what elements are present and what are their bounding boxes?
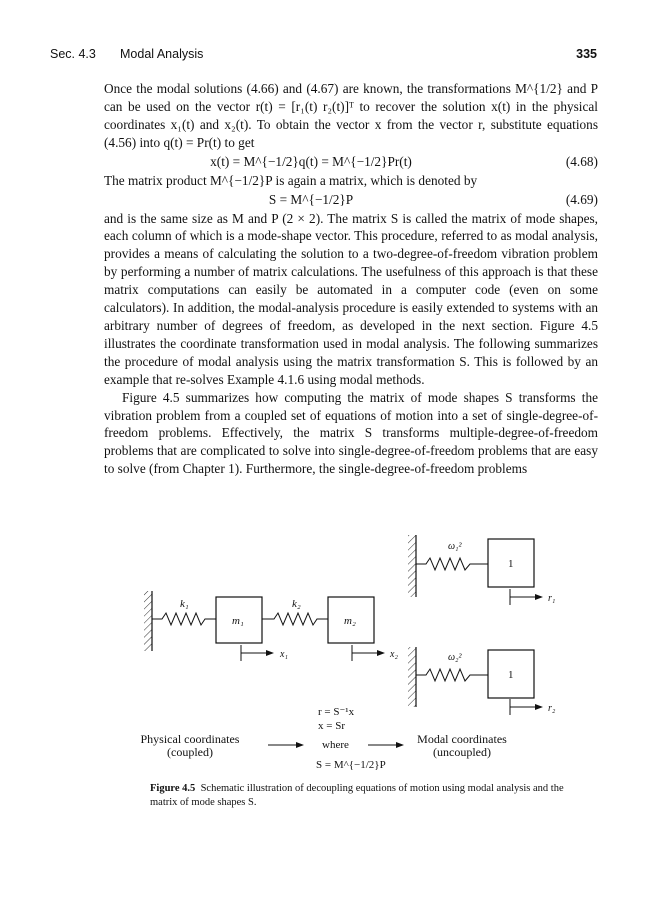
caption-text: Schematic illustration of decoupling equations of motion using modal analysis and the matrix of mode shapes S. xyxy=(150,783,564,808)
eq-s: S = M^{−1/2}P xyxy=(316,759,386,771)
modal-coords-sublabel: (uncoupled) xyxy=(433,745,491,759)
equation-number: (4.69) xyxy=(565,191,598,207)
page-number: 335 xyxy=(576,47,597,61)
label-omega1: ω₁² xyxy=(448,541,462,552)
paragraph-4: Figure 4.5 summarizes how computing the matrix of mode shapes S transforms the vibration problem from a coupled set of equations of motion into a set of single-degree-of-freedom problems. Effectively, the matrix S transforms multiple-degree-of-freedom problems that are complicated to solve into single-degree-of-freedom problems that are easy to solve (from Chapter 1). Furthermore, the single-degree-of-freedom problems xyxy=(104,389,598,477)
label-r2: r₂ xyxy=(548,703,556,714)
transformation xyxy=(141,706,508,771)
paragraph-2: The matrix product M^{−1/2}P is again a matrix, which is denoted by xyxy=(104,172,478,188)
arrow-left-head xyxy=(296,742,304,748)
equation-4-68 xyxy=(104,152,598,172)
eq-r: r = S⁻¹x xyxy=(318,706,355,718)
equation-4-69 xyxy=(104,190,598,210)
label-x2: x₂ xyxy=(390,649,398,660)
figure-caption xyxy=(150,782,570,810)
eq-x: x = Sr xyxy=(318,720,345,732)
physical-coords-label: Physical coordinates xyxy=(140,732,240,746)
label-omega2: ω₂² xyxy=(448,652,462,663)
label-k1: k₁ xyxy=(180,598,189,610)
wall-hatch xyxy=(144,591,152,651)
x1-arrowhead xyxy=(266,650,274,656)
modal-system-1 xyxy=(408,535,555,605)
wall-hatch xyxy=(408,535,416,597)
spring-omega2 xyxy=(416,669,488,681)
equation-expression: x(t) = M^{−1/2}q(t) = M^{−1/2}Pr(t) xyxy=(210,153,412,169)
arrow-right-head xyxy=(396,742,404,748)
physical-coords-sublabel: (coupled) xyxy=(167,745,213,759)
label-m1: m₁ xyxy=(232,615,244,627)
physical-system xyxy=(144,591,398,661)
section-number: Sec. 4.3 xyxy=(50,47,96,61)
equation-number: (4.68) xyxy=(565,153,598,169)
figure-drawing xyxy=(140,535,610,775)
unit-mass-2-label: 1 xyxy=(508,669,514,681)
modal-coords-label: Modal coordinates xyxy=(417,732,507,746)
label-x1: x₁ xyxy=(280,649,288,660)
label-r1: r₁ xyxy=(548,593,556,604)
modal-system-2 xyxy=(408,647,556,715)
body-text xyxy=(104,80,598,478)
wall-hatch xyxy=(408,647,416,707)
x2-arrowhead xyxy=(377,650,385,656)
spring-k1 xyxy=(152,613,216,625)
section-title: Modal Analysis xyxy=(120,47,204,61)
where-label: where xyxy=(322,739,349,751)
running-header xyxy=(50,47,597,65)
label-m2: m₂ xyxy=(344,615,356,627)
r2-arrowhead xyxy=(535,704,543,710)
equation-expression: S = M^{−1/2}P xyxy=(268,191,354,207)
unit-mass-1-label: 1 xyxy=(508,558,514,570)
r1-arrowhead xyxy=(535,594,543,600)
paragraph-1: Once the modal solutions (4.66) and (4.67) are known, the transformations M^{1/2} and P can be used on the vector r(t) = [r₁(t) r₂(t)]ᵀ to recover the solution x(t) in the physical coordinates x₁(t) and x₂(t). To obtain the vector x from the vector r, substitute equations (4.56) into q(t) = Pr(t) to get xyxy=(104,81,598,150)
label-k2: k₂ xyxy=(292,598,301,610)
figure-4-5 xyxy=(140,535,610,775)
caption-label: Figure 4.5 xyxy=(150,783,196,794)
spring-k2 xyxy=(262,613,328,625)
paragraph-3: and is the same size as M and P (2 × 2). The matrix S is called the matrix of mode shapes, each column of which is a mode-shape vector. This procedure, referred to as modal analysis, provides a means of calculating the solution to a two-degree-of-freedom vibration problem by performing a number of matrix calculations. The usefulness of this approach is that these matrix computations can easily be automated in a computer code (even on some calculators). In addition, the modal-analysis procedure is easily extended to systems with an arbitrary number of degrees of freedom, as developed in the next section. Figure 4.5 illustrates the coordinate transformation used in modal analysis. The following summarizes the procedure of modal analysis using the matrix transformation S. This is followed by an example that re-solves Example 4.1.6 using modal methods. xyxy=(104,210,598,387)
spring-omega1 xyxy=(416,558,488,570)
